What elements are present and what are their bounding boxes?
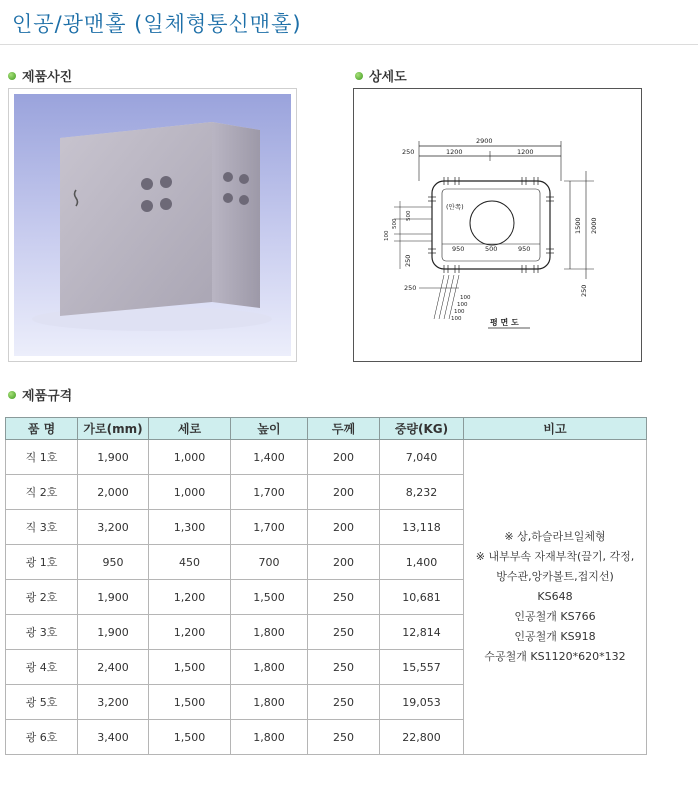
cell-thickness: 200	[308, 545, 380, 580]
cell-height: 1,700	[231, 475, 308, 510]
cell-width: 1,900	[78, 580, 149, 615]
drawing-caption: 평 면 도	[490, 318, 519, 327]
product-photo	[14, 94, 291, 356]
dim-left-2: 500	[406, 210, 412, 221]
manhole-box-illustration	[14, 94, 291, 356]
table-header-row	[6, 418, 647, 440]
dim-left-1: 500	[392, 218, 398, 229]
bullet-icon	[8, 391, 16, 399]
table-row	[6, 440, 647, 475]
dim-left-3: 100	[384, 230, 390, 241]
cell-height: 1,800	[231, 720, 308, 755]
cell-weight: 10,681	[380, 580, 464, 615]
page-title: 인공/광맨홀 (일체형통신맨홀)	[12, 12, 302, 36]
header-weight: 중량(KG)	[380, 418, 464, 440]
header-thickness: 두께	[308, 418, 380, 440]
note-line: 방수관,앙카볼트,접지선)	[496, 570, 614, 583]
product-photo-frame	[8, 88, 297, 362]
cell-weight: 8,232	[380, 475, 464, 510]
cell-name: 광 2호	[6, 580, 78, 615]
cell-width: 2,000	[78, 475, 149, 510]
dim-bottom-b: 100	[457, 302, 468, 308]
section-photo-heading	[8, 66, 72, 85]
section-drawing-label: 상세도	[369, 70, 407, 85]
dim-top-left: 1200	[446, 148, 463, 156]
dim-mid-left: 950	[452, 245, 465, 253]
cell-name: 광 5호	[6, 685, 78, 720]
cell-length: 1,500	[149, 650, 231, 685]
cell-length: 1,000	[149, 440, 231, 475]
note-line: 인공철개 KS766	[514, 610, 596, 623]
cell-height: 1,800	[231, 615, 308, 650]
dim-top-total: 2900	[476, 137, 493, 145]
cell-thickness: 200	[308, 510, 380, 545]
cell-thickness: 250	[308, 720, 380, 755]
cell-width: 3,200	[78, 685, 149, 720]
bullet-icon	[8, 72, 16, 80]
cell-name: 광 3호	[6, 615, 78, 650]
cell-height: 1,400	[231, 440, 308, 475]
cell-height: 1,800	[231, 650, 308, 685]
cell-weight: 13,118	[380, 510, 464, 545]
plan-view-drawing	[354, 89, 641, 361]
header-length: 세로	[149, 418, 231, 440]
dim-mid-center: 500	[485, 245, 498, 253]
cell-length: 1,200	[149, 615, 231, 650]
cell-thickness: 250	[308, 650, 380, 685]
inner-label: (안쪽)	[446, 203, 464, 211]
cell-length: 450	[149, 545, 231, 580]
cell-name: 직 3호	[6, 510, 78, 545]
title-divider	[0, 44, 698, 45]
cell-name: 광 1호	[6, 545, 78, 580]
cell-name: 광 6호	[6, 720, 78, 755]
dim-left-margin: 250	[402, 148, 415, 156]
cell-width: 950	[78, 545, 149, 580]
cell-thickness: 250	[308, 580, 380, 615]
bullet-icon	[355, 72, 363, 80]
cell-length: 1,200	[149, 580, 231, 615]
dim-bottom-d: 100	[451, 316, 462, 322]
dim-bottom-a: 100	[460, 295, 471, 301]
cell-weight: 1,400	[380, 545, 464, 580]
dim-bottom-left: 250	[404, 284, 417, 292]
header-height: 높이	[231, 418, 308, 440]
cell-height: 700	[231, 545, 308, 580]
cell-height: 1,800	[231, 685, 308, 720]
cell-height: 1,700	[231, 510, 308, 545]
spec-table	[5, 417, 647, 755]
cell-thickness: 250	[308, 685, 380, 720]
cell-width: 1,900	[78, 615, 149, 650]
dim-right-height: 1500	[574, 217, 582, 234]
section-photo-label: 제품사진	[22, 70, 73, 85]
cell-thickness: 250	[308, 615, 380, 650]
header-name: 품 명	[6, 418, 78, 440]
dim-right-bottom: 250	[580, 284, 588, 297]
cell-length: 1,000	[149, 475, 231, 510]
cell-length: 1,500	[149, 685, 231, 720]
note-line: 인공철개 KS918	[514, 630, 596, 643]
dim-top-right: 1200	[517, 148, 534, 156]
dim-bottom-c: 100	[454, 309, 465, 315]
cell-thickness: 200	[308, 440, 380, 475]
cell-name: 광 4호	[6, 650, 78, 685]
detail-drawing-frame	[353, 88, 642, 362]
cell-name: 직 1호	[6, 440, 78, 475]
note-line: ※ 내부부속 자재부착(끌기, 각정,	[475, 550, 635, 563]
cell-weight: 22,800	[380, 720, 464, 755]
cell-weight: 19,053	[380, 685, 464, 720]
cell-width: 3,200	[78, 510, 149, 545]
note-cell	[464, 440, 647, 755]
cell-height: 1,500	[231, 580, 308, 615]
cell-weight: 15,557	[380, 650, 464, 685]
dim-left-4: 250	[404, 254, 412, 267]
dim-mid-right: 950	[518, 245, 531, 253]
header-width: 가로(mm)	[78, 418, 149, 440]
cell-thickness: 200	[308, 475, 380, 510]
note-line: 수공철개 KS1120*620*132	[484, 650, 626, 663]
section-spec-heading	[8, 385, 72, 404]
cell-width: 3,400	[78, 720, 149, 755]
cell-length: 1,300	[149, 510, 231, 545]
cell-length: 1,500	[149, 720, 231, 755]
dim-right-total: 2000	[590, 217, 598, 234]
note-line: ※ 상,하슬라브일체형	[504, 530, 606, 543]
cell-width: 2,400	[78, 650, 149, 685]
header-note: 비고	[464, 418, 647, 440]
section-drawing-heading	[355, 66, 407, 85]
note-line: KS648	[537, 590, 573, 603]
section-spec-label: 제품규격	[22, 389, 73, 404]
cell-weight: 12,814	[380, 615, 464, 650]
cell-weight: 7,040	[380, 440, 464, 475]
cell-name: 직 2호	[6, 475, 78, 510]
cell-width: 1,900	[78, 440, 149, 475]
